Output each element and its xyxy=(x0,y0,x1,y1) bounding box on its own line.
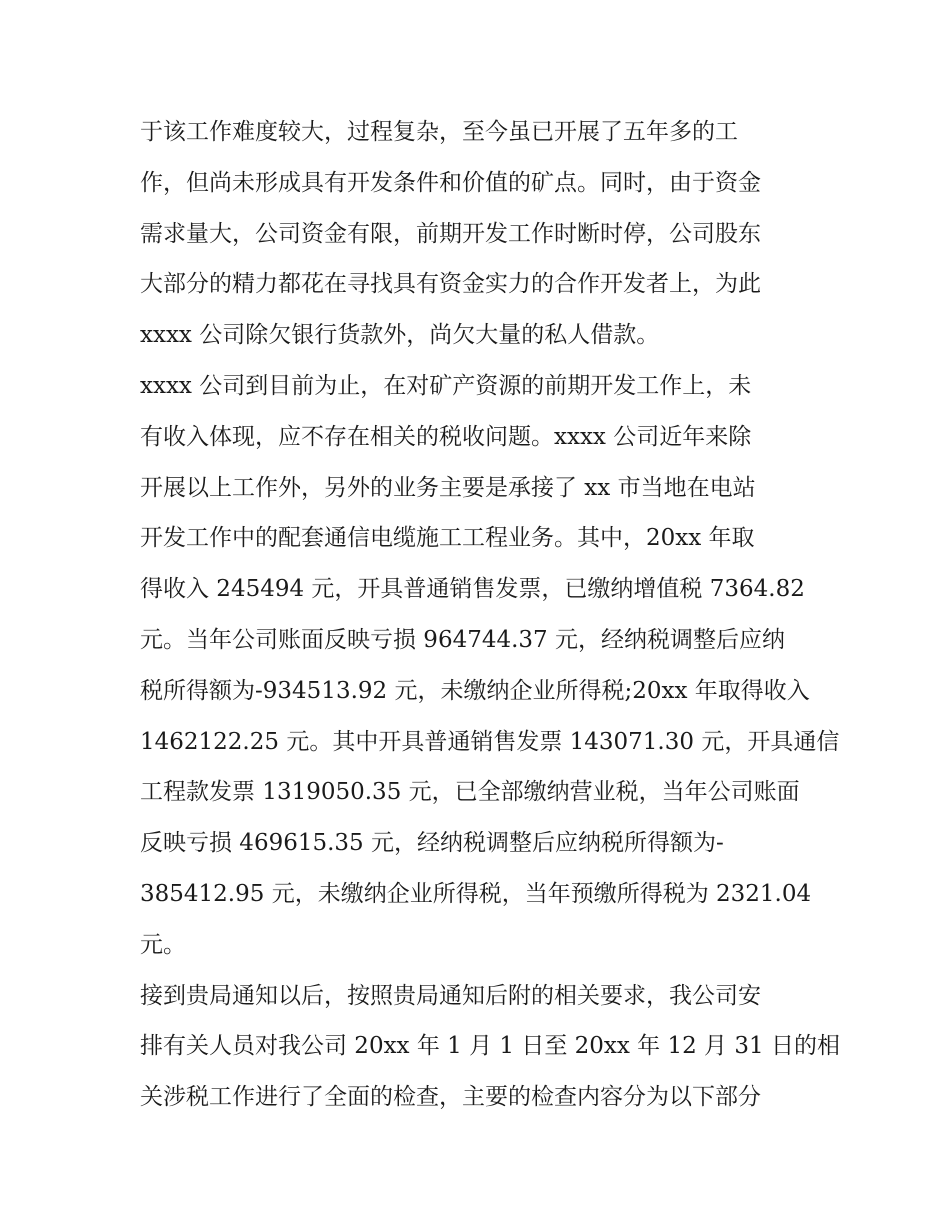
text-line: 有收入体现，应不存在相关的税收问题。xxxx 公司近年来除 xyxy=(140,423,752,450)
text-line: 元。当年公司账面反映亏损 964744.37 元，经纳税调整后应纳 xyxy=(140,626,785,653)
text-line: 开发工作中的配套通信电缆施工工程业务。其中，20xx 年取 xyxy=(140,525,755,552)
text-line: 作，但尚未形成具有开发条件和价值的矿点。同时，由于资金 xyxy=(140,169,761,196)
text-line: 元。 xyxy=(140,931,186,958)
text-line: 工程款发票 1319050.35 元，已全部缴纳营业税，当年公司账面 xyxy=(140,779,800,806)
text-line: 接到贵局通知以后，按照贵局通知后附的相关要求，我公司安 xyxy=(140,982,761,1009)
text-line: 大部分的精力都花在寻找具有资金实力的合作开发者上，为此 xyxy=(140,271,761,298)
text-line: 排有关人员对我公司 20xx 年 1 月 1 日至 20xx 年 12 月 31 日的相 xyxy=(140,1033,840,1060)
text-line: 税所得额为-934513.92 元，未缴纳企业所得税;20xx 年取得收入 xyxy=(140,677,810,704)
text-line: 385412.95 元，未缴纳企业所得税，当年预缴所得税为 2321.04 xyxy=(140,880,812,907)
text-line: xxxx 公司到目前为止，在对矿产资源的前期开发工作上，未 xyxy=(140,372,752,399)
text-line: 得收入 245494 元，开具普通销售发票，已缴纳增值税 7364.82 xyxy=(140,576,805,603)
text-line: 关涉税工作进行了全面的检查，主要的检查内容分为以下部分 xyxy=(140,1084,761,1111)
text-line: 于该工作难度较大，过程复杂，至今虽已开展了五年多的工 xyxy=(140,119,738,145)
document-body xyxy=(140,107,840,1123)
text-line: 1462122.25 元。其中开具普通销售发票 143071.30 元，开具通信 xyxy=(140,728,840,755)
text-line: 反映亏损 469615.35 元，经纳税调整后应纳税所得额为- xyxy=(140,830,724,857)
text-line: xxxx 公司除欠银行货款外，尚欠大量的私人借款。 xyxy=(140,322,660,349)
text-line: 需求量大，公司资金有限，前期开发工作时断时停，公司股东 xyxy=(140,220,761,247)
text-line: 开展以上工作外，另外的业务主要是承接了 xx 市当地在电站 xyxy=(140,474,756,501)
